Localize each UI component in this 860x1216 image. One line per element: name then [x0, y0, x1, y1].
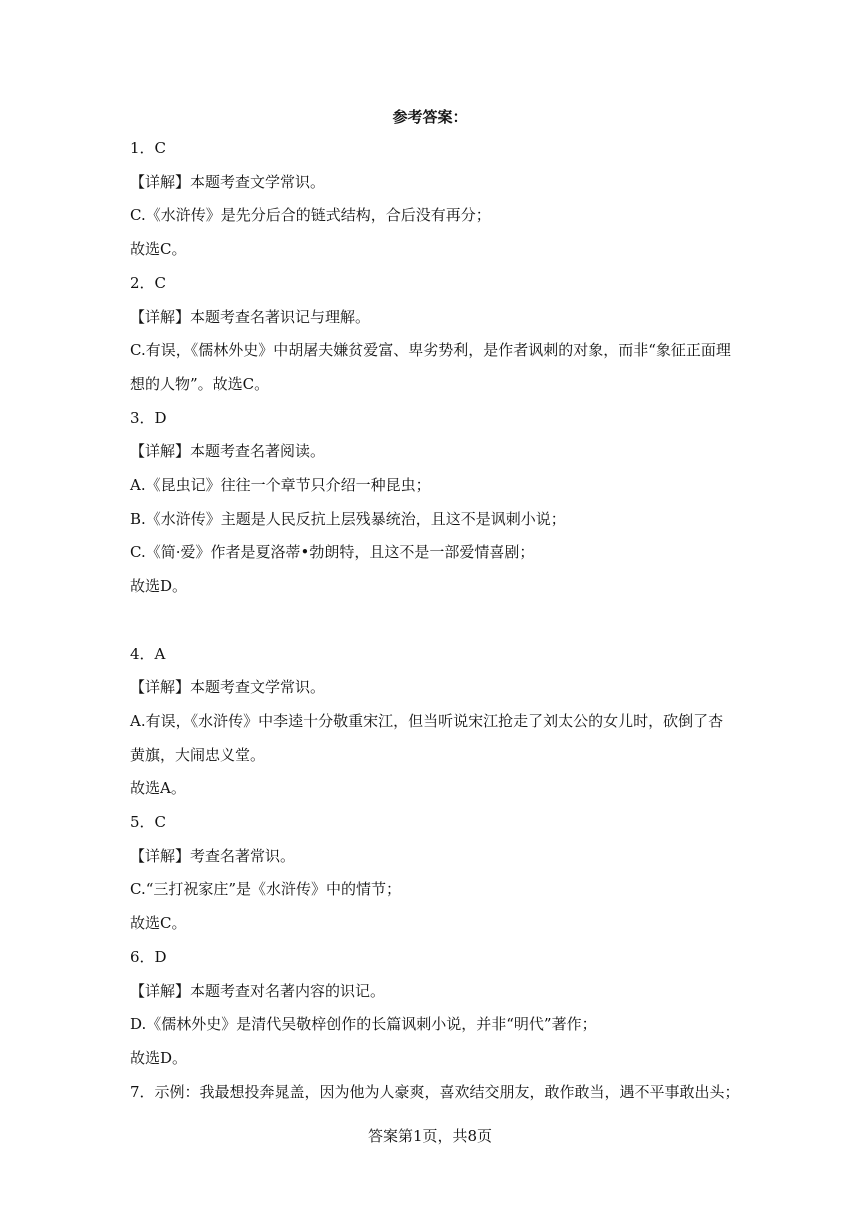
answer-2-detail-line1: C.有误，《儒林外史》中胡屠夫嫌贫爱富、卑劣势利，是作者讽刺的对象，而非“象征正面理: [130, 341, 731, 360]
answer-2-detail-line2: 想的人物”。故选C。: [130, 374, 270, 393]
answer-4-number: 4．A: [130, 644, 166, 663]
answer-2-number: 2．C: [130, 273, 167, 292]
answer-7-example: 7．示例：我最想投奔晁盖，因为他为人豪爽，喜欢结交朋友，敢作敢当，遇不平事敢出头；: [130, 1082, 740, 1101]
answer-6-explanation: 【详解】本题考查对名著内容的识记。: [130, 981, 386, 1000]
answer-5-choice: 故选C。: [130, 914, 187, 933]
answer-1-detail: C.《水浒传》是先分后合的链式结构，合后没有再分；: [130, 206, 491, 225]
answer-5-explanation: 【详解】考查名著常识。: [130, 846, 296, 865]
answer-6-choice: 故选D。: [130, 1048, 188, 1067]
page-footer: 答案第1页，共8页: [367, 1127, 493, 1145]
answer-3-option-a: A.《昆虫记》往往一个章节只介绍一种昆虫；: [130, 476, 431, 495]
page-title: 参考答案：: [392, 108, 468, 126]
answer-1-number: 1．C: [130, 139, 167, 157]
answer-4-choice: 故选A。: [130, 779, 186, 798]
answer-2-explanation: 【详解】本题考查名著识记与理解。: [130, 307, 371, 326]
answer-3-explanation: 【详解】本题考查名著阅读。: [130, 442, 326, 461]
answer-5-number: 5．C: [130, 813, 167, 832]
answer-5-detail: C.“三打祝家庄”是《水浒传》中的情节；: [130, 880, 402, 899]
answer-3-option-c: C.《简·爱》作者是夏洛蒂•勃朗特，且这不是一部爱情喜剧；: [130, 543, 535, 562]
answer-4-detail-line1: A.有误，《水浒传》中李逵十分敬重宋江，但当听说宋江抢走了刘太公的女儿时，砍倒了杏: [130, 711, 724, 730]
answer-1-explanation: 【详解】本题考查文学常识。: [130, 172, 326, 191]
answer-3-option-b: B.《水浒传》主题是人民反抗上层残暴统治，且这不是讽刺小说；: [130, 509, 566, 528]
answer-6-number: 6．D: [130, 947, 167, 966]
answer-3-choice: 故选D。: [130, 577, 188, 596]
answer-6-detail: D.《儒林外史》是清代吴敬梓创作的长篇讽刺小说，并非“明代”著作；: [130, 1015, 597, 1034]
answer-4-detail-line2: 黄旗，大闹忠义堂。: [130, 745, 266, 764]
blank-line: [130, 604, 734, 638]
answer-3-number: 3．D: [130, 408, 167, 427]
answer-4-explanation: 【详解】本题考查文学常识。: [130, 678, 326, 697]
answer-content: [130, 132, 740, 1109]
answer-1-choice: 故选C。: [130, 240, 187, 259]
